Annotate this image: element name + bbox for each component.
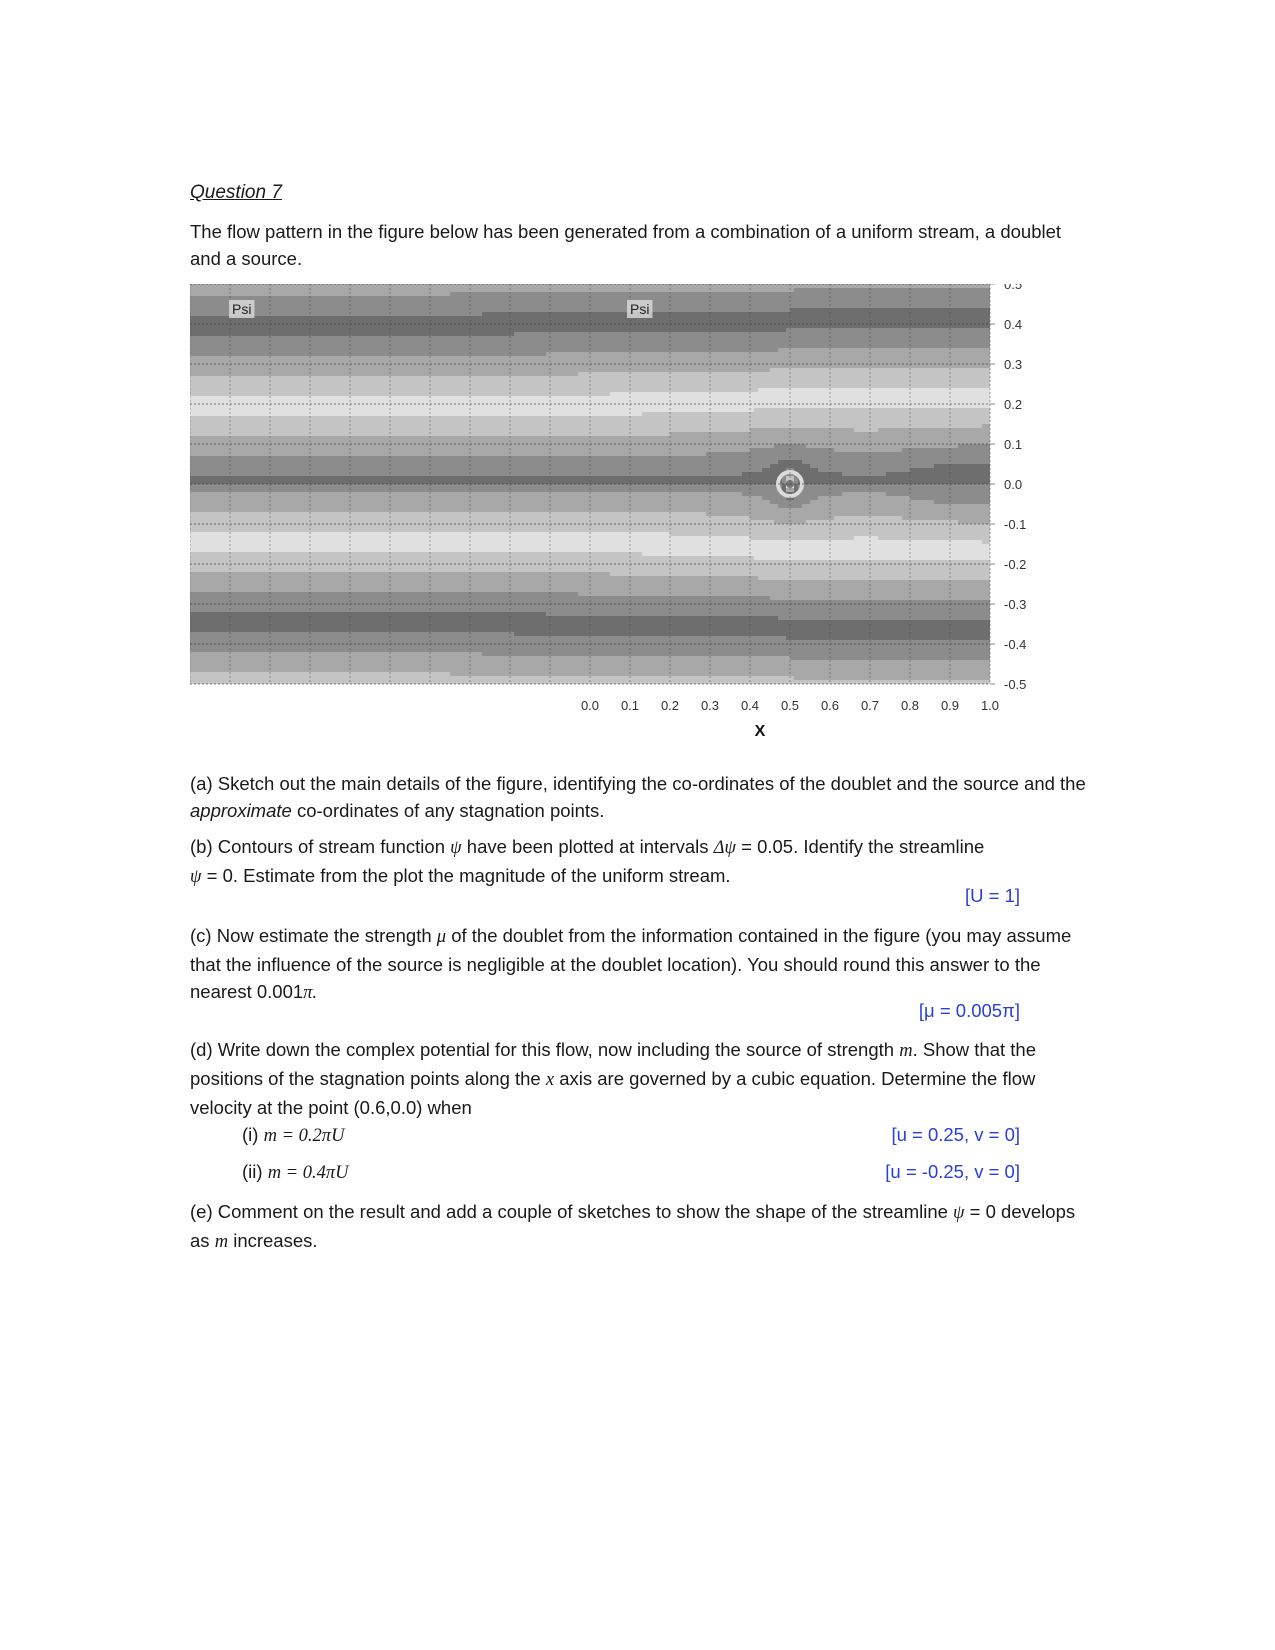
y-tick-label: -0.3	[1004, 597, 1026, 612]
psi-label-left: Psi	[232, 301, 251, 317]
sub-ii-expression: m = 0.4πU	[268, 1163, 349, 1183]
y-tick-label: -0.5	[1004, 677, 1026, 692]
x-tick-labels	[581, 698, 999, 713]
part-a	[190, 770, 1090, 824]
x-axis-label: X	[755, 723, 766, 740]
m-symbol-2: m	[215, 1232, 228, 1252]
y-tick-label: -0.4	[1004, 637, 1026, 652]
part-d	[190, 1036, 1090, 1121]
answer-b: [U = 1]	[965, 885, 1020, 907]
sub-ii	[242, 1161, 349, 1184]
x-symbol: x	[546, 1070, 554, 1090]
part-b-text-1: (b) Contours of stream function	[190, 836, 450, 857]
stream-function-figure	[190, 284, 1060, 784]
x-tick-label: 0.9	[941, 698, 959, 713]
y-tick-label: 0.4	[1004, 317, 1022, 332]
part-b-text-2: have been plotted at intervals	[462, 836, 714, 857]
part-a-text-end: co-ordinates of any stagnation points.	[292, 800, 605, 821]
part-d-text-1: (d) Write down the complex potential for this flow, now including the source of strength	[190, 1039, 899, 1060]
answer-c: [μ = 0.005π]	[919, 1000, 1020, 1022]
intro-text: The flow pattern in the figure below has been generated from a combination of a uniform stream, a doublet and a source.	[190, 218, 1090, 272]
part-b	[190, 833, 1090, 891]
answer-i: [u = 0.25, v = 0]	[891, 1124, 1020, 1146]
x-tick-label: 0.1	[621, 698, 639, 713]
y-tick-label: -0.1	[1004, 517, 1026, 532]
part-c-text-1: (c) Now estimate the strength	[190, 925, 437, 946]
pi-symbol: π.	[303, 983, 317, 1003]
psi-label-middle: Psi	[630, 301, 649, 317]
x-tick-label: 0.7	[861, 698, 879, 713]
x-tick-label: 0.5	[781, 698, 799, 713]
psi-symbol-3: ψ	[953, 1203, 965, 1223]
part-d-text-3: axis are governed by a cubic equation. Determine the flow velocity at the point (0.6,0.0) when	[190, 1068, 1035, 1118]
mu-symbol: μ	[437, 927, 446, 947]
y-tick-labels	[990, 284, 1026, 692]
part-c-text-2: of the doublet from the information contained in the figure (you may assume that the influence of the source is negligible at the doublet location). You should round this answer to the nearest 0.001	[190, 925, 1071, 1002]
y-tick-label: 0.2	[1004, 397, 1022, 412]
part-c	[190, 922, 1090, 1007]
answer-ii: [u = -0.25, v = 0]	[885, 1161, 1020, 1183]
sub-i-label: (i)	[242, 1124, 264, 1145]
y-tick-label: 0.0	[1004, 477, 1022, 492]
grid-lines	[190, 284, 990, 684]
x-tick-label: 0.2	[661, 698, 679, 713]
x-tick-label: 1.0	[981, 698, 999, 713]
sub-i-expression: m = 0.2πU	[264, 1126, 345, 1146]
y-tick-label: 0.3	[1004, 357, 1022, 372]
x-tick-label: 0.3	[701, 698, 719, 713]
psi-symbol: ψ	[450, 838, 462, 858]
part-d-text-2: . Show that the positions of the stagnation points along the	[190, 1039, 1036, 1089]
part-b-text-3: = 0.05. Identify the streamline	[736, 836, 984, 857]
delta-psi-symbol: Δψ	[714, 838, 736, 858]
x-tick-label: 0.4	[741, 698, 759, 713]
question-title: Question 7	[190, 182, 282, 204]
y-tick-label: 0.1	[1004, 437, 1022, 452]
part-e-text-2: = 0 develops as	[190, 1201, 1075, 1251]
psi-symbol-2: ψ	[190, 867, 202, 887]
part-a-emphasis: approximate	[190, 800, 292, 821]
x-tick-label: 0.8	[901, 698, 919, 713]
y-tick-label: -0.2	[1004, 557, 1026, 572]
part-a-text: (a) Sketch out the main details of the figure, identifying the co-ordinates of the doublet and the source and the	[190, 773, 1086, 794]
sub-ii-label: (ii)	[242, 1161, 268, 1182]
x-tick-label: 0.6	[821, 698, 839, 713]
part-e-text-1: (e) Comment on the result and add a couple of sketches to show the shape of the streamline	[190, 1201, 953, 1222]
x-tick-label: 0.0	[581, 698, 599, 713]
m-symbol: m	[899, 1041, 912, 1061]
sub-i	[242, 1124, 344, 1147]
y-tick-label: 0.5	[1004, 284, 1022, 292]
part-e-text-3: increases.	[228, 1230, 317, 1251]
part-e	[190, 1198, 1090, 1256]
part-b-text-4: = 0. Estimate from the plot the magnitude of the uniform stream.	[202, 865, 731, 886]
